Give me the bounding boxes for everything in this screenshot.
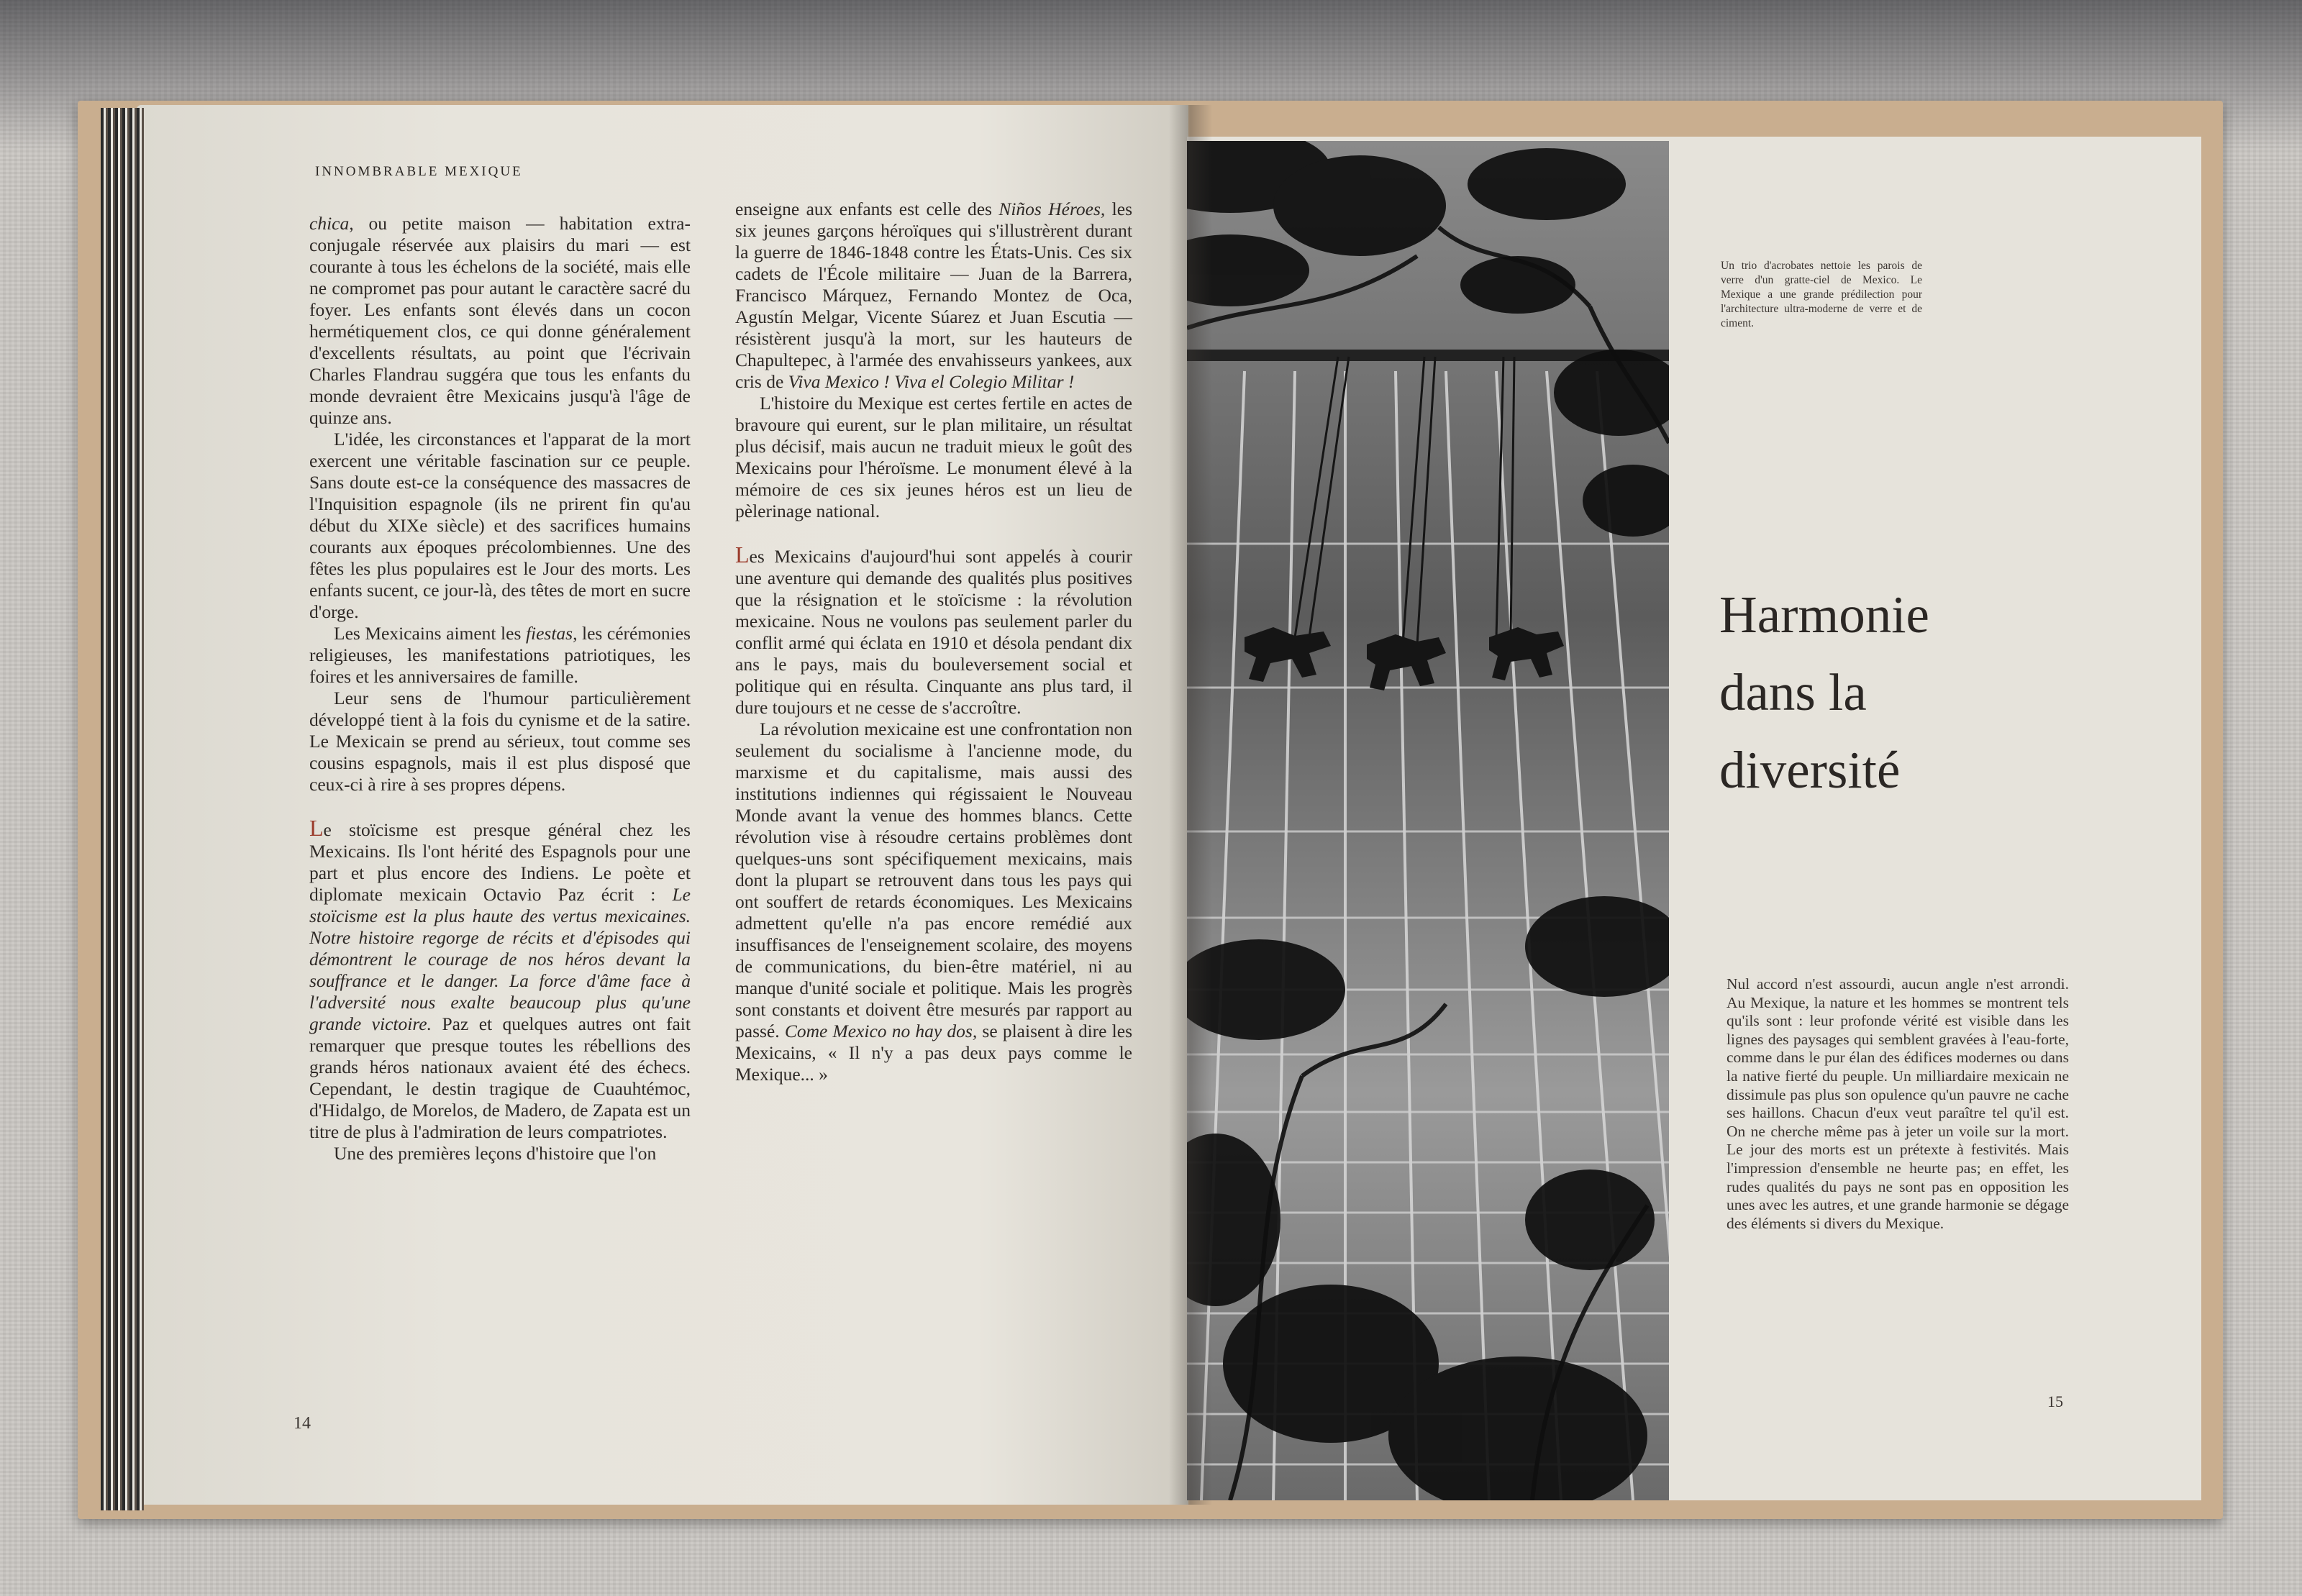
title-line-2: dans la bbox=[1719, 662, 1867, 721]
text-run: se plaisent à dire les Mexicains, « Il n'y a pas deux pays comme le Mexique... » bbox=[735, 1021, 1133, 1085]
text-run: Une des premières leçons d'histoire que l'on bbox=[334, 1143, 657, 1164]
page-number-right: 15 bbox=[2047, 1392, 2063, 1410]
paragraph bbox=[309, 623, 691, 688]
running-head: INNOMBRABLE MEXIQUE bbox=[315, 164, 523, 179]
text-column-1 bbox=[309, 213, 691, 1164]
paragraph bbox=[309, 1143, 691, 1164]
italic-text: chica, bbox=[309, 213, 354, 234]
text-run: enseigne aux enfants est celle des bbox=[735, 199, 999, 219]
title-line-1: Harmonie bbox=[1719, 585, 1929, 644]
italic-text: Niños Héroes, bbox=[998, 199, 1106, 219]
text-run: L'idée, les circonstances et l'apparat de la mort exercent une véritable fascination sur ce peuple. Sans doute est-ce la conséquence des massacres de l'Inquisition espagnole (ils ne prirent fin qu'au début du XIXe siècle) et des sacrifices humains courants aux époques précolombiennes. Une des fêtes les plus populaires est le Jour des morts. Les enfants sucent, ce jour-là, des têtes de mort en sucre d'orge. bbox=[309, 429, 691, 622]
paragraph bbox=[309, 213, 691, 429]
italic-text: Viva Mexico ! Viva el Colegio Militar ! bbox=[788, 371, 1075, 392]
acrobats-photo bbox=[1187, 141, 1669, 1500]
intro-paragraph bbox=[1726, 975, 2069, 1233]
text-run: Les Mexicains aiment les bbox=[334, 623, 526, 644]
paragraph bbox=[735, 544, 1132, 719]
paragraph bbox=[309, 817, 691, 1143]
italic-text: Le stoïcisme est la plus haute des vertus mexicaines. Notre histoire regorge de récits et d'épisodes qui démontrent le courage de nos héros devant la souffrance et le danger. La force d'âme face à l'adversité nous exalte beaucoup plus qu'une grande victoire. bbox=[309, 884, 691, 1034]
text-run: Leur sens de l'humour particulièrement développé tient à la fois du cynisme et de la satire. Le Mexicain se prend au sérieux, tout comme ses cousins espagnols, mais il est plus disposé que ceux-ci à rire à ses propres dépens. bbox=[309, 688, 691, 795]
paragraph bbox=[735, 199, 1132, 393]
page-number-left: 14 bbox=[294, 1414, 311, 1433]
page-stack-edge bbox=[101, 108, 144, 1510]
photo-caption: Un trio d'acrobates nettoie les parois de verre d'un gratte-ciel de Mexico. Le Mexique a une grande prédilection pour l'architecture ultra-moderne de verre et de ciment. bbox=[1721, 260, 1922, 329]
paragraph bbox=[309, 688, 691, 795]
text-column-2 bbox=[735, 199, 1132, 1085]
text-run: La révolution mexicaine est une confrontation non seulement du socialisme à l'ancienne mode, du marxisme et du capitalisme, mais aussi des institutions indiennes qui régissaient le Nouveau Monde avant la venue des hommes blancs. Cette révolution vise à résoudre certains problèmes dont quelques-uns sont spécifiquement mexicains, mais dont la plupart se retrouvent dans tous les pays qui ont souffert de retards économiques. Les Mexicains admettent qu'elle n'a pas encore remédié aux insuffisances de l'enseignement scolaire, des moyens de communications, du bien-être matériel, ni au manque d'unité sociale et politique. Mais les progrès sont constants et doivent être mesurés par rapport au passé. bbox=[735, 719, 1132, 1041]
text-run: ou petite maison — habitation extra-conjugale réservée aux plaisirs du mari — est courante à tous les échelons de la société, mais elle ne compromet pas pour autant le caractère sacré du foyer. Les enfants sont élevés dans un cocon hermétiquement clos, ce qui donne généralement d'excellents résultats, au point que l'écrivain Charles Flandrau suggéra que tous les enfants du monde devraient être Mexicains jusqu'à l'âge de quinze ans. bbox=[309, 213, 691, 428]
text-run: L'histoire du Mexique est certes fertile en actes de bravoure qui eurent, sur le plan militaire, un résultat plus décisif, mais aucun ne traduit mieux le goût des Mexicains pour l'héroïsme. Le monument élevé à la mémoire de ces six jeunes héros est un lieu de pèlerinage national. bbox=[735, 393, 1132, 521]
italic-text: Come Mexico no hay dos, bbox=[784, 1021, 978, 1041]
paragraph bbox=[735, 719, 1132, 1085]
intro-text: Nul accord n'est assourdi, aucun angle n'est arrondi. Au Mexique, la nature et les hommes se montrent tels qu'ils sont : leur profonde vérité est visible dans les lignes des paysages qui semblent gravées à l'eau-forte, comme dans le pur élan des édifices modernes ou dans la native fierté du peuple. Un milliardaire mexicain ne dissimule pas plus son opulence qu'un pauvre ne cache ses haillons. Chacun d'eux veut paraître tel qu'il est. On ne cherche même pas à jeter un voile sur la mort. Le jour des morts est un prétexte à festivités. Mais l'impression d'ensemble ne heurte pas; en effet, les rudes qualités du pays ne sont pas en opposition les unes avec les autres, et une grande harmonie se dégage des éléments si divers du Mexique. bbox=[1726, 975, 2069, 1232]
italic-text: fiestas, bbox=[525, 623, 578, 644]
text-run: e stoïcisme est presque général chez les Mexicains. Ils l'ont hérité des Espagnols pour une part et plus encore des Indiens. Le poète et diplomate mexicain Octavio Paz écrit : bbox=[309, 819, 691, 905]
section-title bbox=[1719, 576, 1929, 809]
text-run: les six jeunes garçons héroïques qui s'illustrèrent durant la guerre de 1846-1848 contre les États-Unis. Ces six cadets de l'École militaire — Juan de la Barrera, Francisco Márquez, Fernando Montez de Oca, Agustín Melgar, Vicente Súarez et Juan Escutia — résistèrent jusqu'à la mort, sur les hauteurs de Chapultepec, à l'armée des envahisseurs yankees, aux cris de bbox=[735, 199, 1132, 392]
drop-cap: L bbox=[309, 815, 324, 841]
text-run: es Mexicains d'aujourd'hui sont appelés à courir une aventure qui demande des qualités plus positives que la résignation et le stoïcisme : la révolution mexicaine. Nous ne voulons pas seulement parler du conflit armé qui éclata en 1910 et désola pendant dix ans le pays, mais du bouleversement social et politique qui en résulta. Cinquante ans plus tard, il dure toujours et ne cesse de s'accroître. bbox=[735, 546, 1132, 718]
text-run: les cérémonies religieuses, les manifestations patriotiques, les foires et les anniversaires de famille. bbox=[309, 623, 691, 687]
paragraph bbox=[735, 393, 1132, 522]
book-gutter bbox=[1169, 105, 1212, 1505]
paragraph bbox=[309, 429, 691, 623]
drop-cap: L bbox=[735, 542, 750, 567]
title-line-3: diversité bbox=[1719, 740, 1901, 799]
text-run: Paz et quelques autres ont fait remarquer que presque toutes les rébellions des grands héros nationaux avaient été des échecs. Cependant, le destin tragique de Cuauhtémoc, d'Hidalgo, de Morelos, de Madero, de Zapata est un titre de plus à l'admiration de leurs compatriotes. bbox=[309, 1013, 691, 1142]
